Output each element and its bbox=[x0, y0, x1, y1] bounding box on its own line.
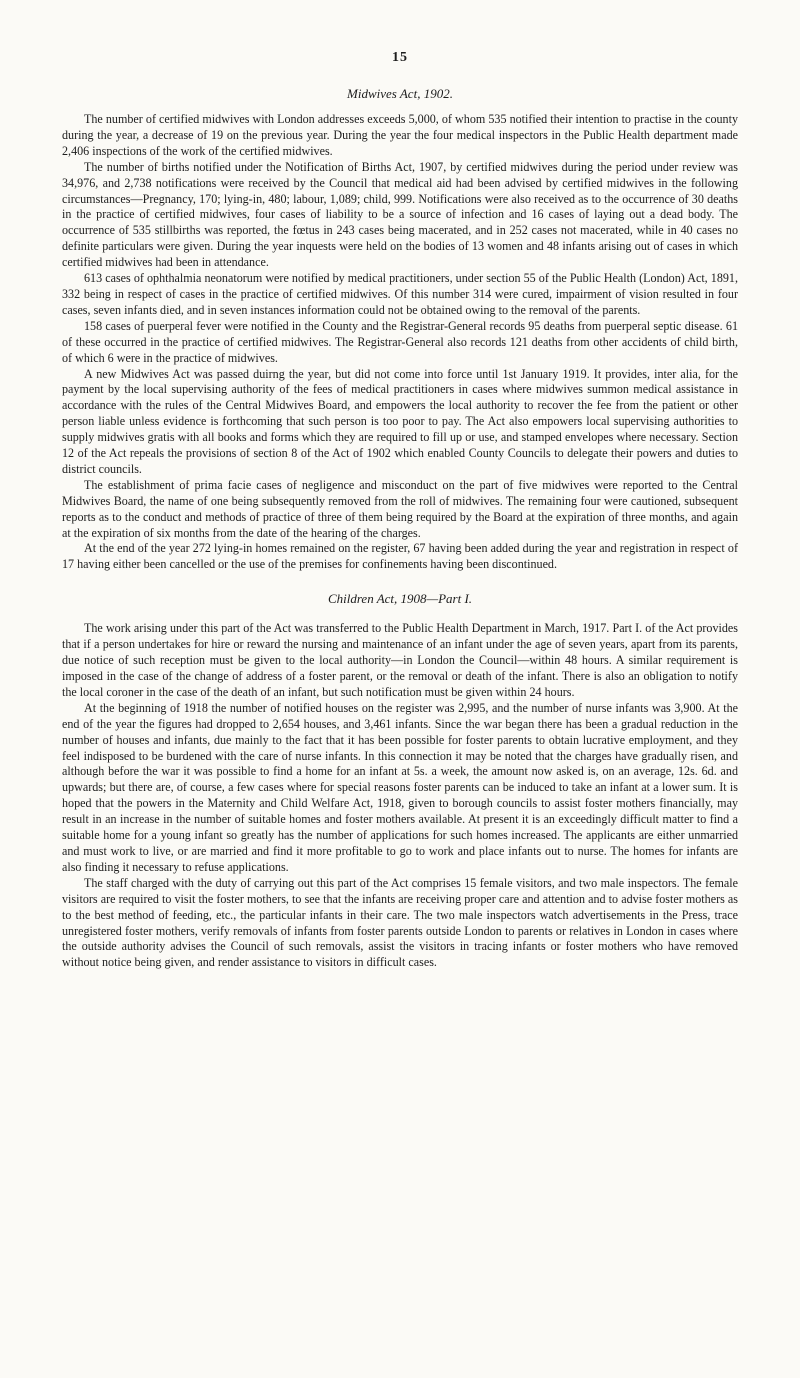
paragraph: 158 cases of puerperal fever were notified in the County and the Registrar-General records 95 deaths from puerperal septic disease. 61 of these occurred in the practice of certified midwives. The Registrar-General also records 121 deaths from other accidents of child birth, of which 6 were in the practice of midwives. bbox=[62, 318, 738, 365]
paragraph: At the end of the year 272 lying-in homes remained on the register, 67 having been added during the year and registration in respect of 17 having either been cancelled or the use of the premises for confinements having been discontinued. bbox=[62, 541, 738, 572]
section-body-children-act bbox=[62, 621, 738, 971]
paragraph: The staff charged with the duty of carrying out this part of the Act comprises 15 female visitors, and two male inspectors. The female visitors are required to visit the foster mothers, to see that the infants are receiving proper care and attention and to advise foster mothers as to the best method of feeding, etc., the particular infants in their care. The two male inspectors watch advertisements in the Press, trace unregistered foster mothers, verify removals of infants from foster parents outside London to parents or relatives in London in cases where the outside authority advises the Council of such removals, assist the visitors in tracing infants or foster mothers who have removed without notice being given, and render assistance to visitors in difficult cases. bbox=[62, 875, 738, 970]
section-title-children-act: Children Act, 1908—Part I. bbox=[327, 591, 473, 607]
section-body-midwives-act bbox=[62, 112, 738, 573]
section-title-midwives-act: Midwives Act, 1902. bbox=[347, 86, 453, 101]
page-number: 15 bbox=[392, 50, 408, 65]
paragraph: The number of certified midwives with London addresses exceeds 5,000, of whom 535 notified their intention to practise in the county during the year, a decrease of 19 on the previous year. During the year the four medical inspectors in the Public Health department made 2,406 inspections of the work of the certified midwives. bbox=[62, 112, 738, 158]
paragraph: The work arising under this part of the Act was transferred to the Public Health Department in March, 1917. Part I. of the Act provides that if a person undertakes for hire or reward the nursing and maintenance of an infant under the age of seven years, apart from its parents, due notice of such reception must be given to the local authority—in London the Council—within 48 hours. A similar requirement is imposed in the case of the change of address of a foster parent, or the removal or death of the infant. There is also an obligation to notify the local coroner in the case of the death of an infant, but such notification must be given within 24 hours. bbox=[62, 621, 738, 699]
paragraph: A new Midwives Act was passed duirng the year, but did not come into force until 1st January 1919. It provides, inter alia, for the payment by the local supervising authority of the fees of medical practitioners in cases where midwives summon medical assistance in accordance with the rules of the Central Midwives Board, and empowers the local authority to recover the fee from the patient or other person liable unless evidence is forthcoming that such person is too poor to pay. The Act also empowers local supervising authorities to supply midwives gratis with all books and forms which they are required to fill up or use, and stamped envelopes where necessary. Section 12 of the Act repeals the provisions of section 8 of the Act of 1902 which enabled County Councils to delegate their powers and duties to district councils. bbox=[62, 366, 738, 476]
paragraph: 613 cases of ophthalmia neonatorum were notified by medical practitioners, under section 55 of the Public Health (London) Act, 1891, 332 being in respect of cases in the practice of certified midwives. Of this number 314 were cured, impairment of vision resulted in four cases, seven infants died, and in seven instances information could not be obtained owing to the removal of the parents. bbox=[62, 271, 738, 317]
paragraph: At the beginning of 1918 the number of notified houses on the register was 2,995, and the number of nurse infants was 3,900. At the end of the year the figures had dropped to 2,654 houses, and 3,461 infants. Since the war began there has been a gradual reduction in the number of houses and infants, due mainly to the fact that it has been possible for foster parents to obtain lucrative employment, and they feel indisposed to be burdened with the care of nurse infants. In this connection it may be noted that the charges have gradually risen, and although before the war it was possible to find a home for an infant at 5s. a week, the amount now asked is, on an average, 12s. 6d. and upwards; but there are, of course, a few cases where for special reasons foster parents can be induced to take an infant at a lower sum. It is hoped that the powers in the Maternity and Child Welfare Act, 1918, given to borough councils to assist foster mothers financially, may result in an increase in the number of suitable homes and foster mothers available. At present it is an exceedingly difficult matter to find a suitable home for a young infant so greatly has the number of applications for such homes increased. The applicants are either unmarried and must work to live, or are married and find it more profitable to go to work and place infants out to nurse. The homes for infants are also finding it necessary to refuse applications. bbox=[62, 700, 738, 874]
paragraph: The number of births notified under the Notification of Births Act, 1907, by certified midwives during the period under review was 34,976, and 2,738 notifications were received by the Council that medical aid had been advised by certified midwives in the following circumstances—Pregnancy, 170; lying-in, 480; labour, 1,089; child, 999. Notifications were also received as to the occurrence of 30 deaths in the practice of certified midwives, four cases of liability to be a source of infection and 16 cases of laying out a dead body. The occurrence of 535 stillbirths was reported, the fœtus in 243 cases being macerated, and in 252 cases not macerated, while in 40 cases no definite particulars were given. During the year inquests were held on the bodies of 13 women and 48 infants arising out of cases in which certified midwives had been in attendance. bbox=[62, 159, 738, 270]
paragraph: The establishment of prima facie cases of negligence and misconduct on the part of five midwives were reported to the Central Midwives Board, the name of one being subsequently removed from the roll of midwives. The remaining four were cautioned, subsequent reports as to the conduct and methods of practice of three of them being required by the Board at the expiration of three months, and again at the expiration of six months from the date of the hearing of the charges. bbox=[62, 477, 738, 540]
